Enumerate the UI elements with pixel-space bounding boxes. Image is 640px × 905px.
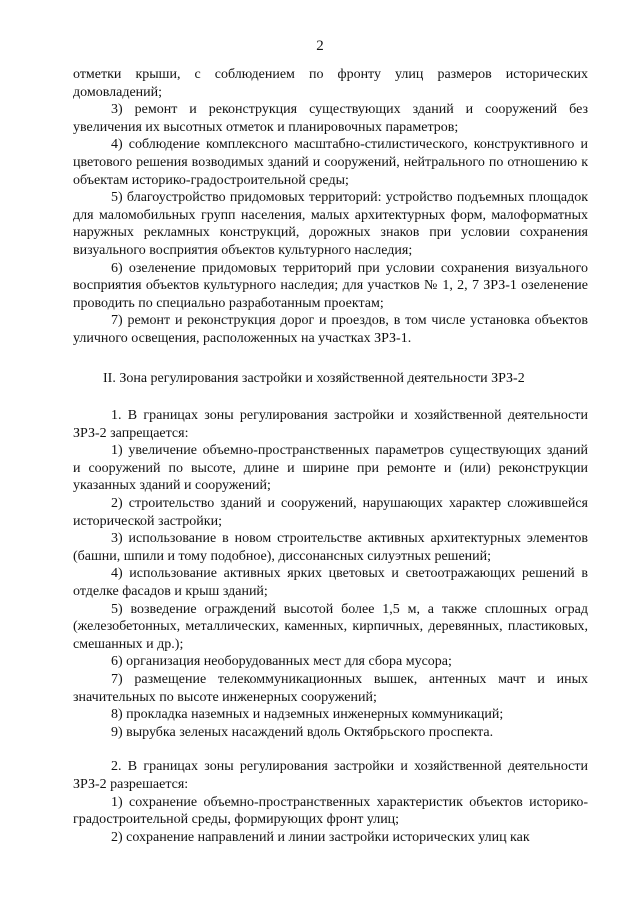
prohibited-item-2: 2) строительство зданий и сооружений, нарушающих характер сложившейся исторической застройки;	[73, 496, 588, 529]
paragraph-item-3: 3) ремонт и реконструкция существующих зданий и сооружений без увеличения их высотных отметок и планировочных параметров;	[73, 102, 588, 135]
allowed-intro: 2. В границах зоны регулирования застройки и хозяйственной деятельности ЗРЗ-2 разрешается:	[73, 759, 588, 792]
allowed-item-1: 1) сохранение объемно-пространственных характеристик объектов историко-градостроительной среды, формирующих фронт улиц;	[73, 794, 588, 828]
prohibited-item-3: 3) использование в новом строительстве активных архитектурных элементов (башни, шпили и тому подобное), диссонансных силуэтных решений;	[73, 531, 588, 564]
prohibited-item-7: 7) размещение телекоммуникационных вышек, антенных мачт и иных значительных по высоте инженерных сооружений;	[73, 672, 588, 705]
paragraph-item-6: 6) озеленение придомовых территорий при условии сохранения визуального восприятия объектов культурного наследия; для участков № 1, 2, 7 ЗРЗ-1 озеленение проводить по специально разработанным проектам;	[73, 260, 588, 311]
allowed-item-2: 2) сохранение направлений и линии застройки исторических улиц как	[111, 829, 530, 845]
paragraph-item-5: 5) благоустройство придомовых территорий: устройство подъемных площадок для маломобильных групп населения, малых архитектурных форм, малоформатных наружных рекламных конструкций, дорожных знаков при условии сохранения визуального восприятия объектов культурного наследия;	[73, 190, 588, 258]
prohibited-item-8: 8) прокладка наземных и надземных инженерных коммуникаций;	[111, 707, 504, 723]
paragraph-roof-marks: отметки крыши, с соблюдением по фронту улиц размеров исторических домовладений;	[73, 67, 588, 100]
prohibited-item-6: 6) организация необорудованных мест для сбора мусора;	[111, 654, 452, 670]
prohibited-item-1: 1) увеличение объемно-пространственных параметров существующих зданий и сооружений по высоте, длине и ширине при ремонте и (или) реконструкции указанных зданий и сооружений;	[73, 443, 588, 494]
prohibited-intro: 1. В границах зоны регулирования застройки и хозяйственной деятельности ЗРЗ-2 запрещается:	[73, 408, 588, 441]
prohibited-item-4: 4) использование активных ярких цветовых и светоотражающих решений в отделке фасадов и крыш зданий;	[73, 566, 588, 600]
section-heading-zrz2: II. Зона регулирования застройки и хозяйственной деятельности ЗРЗ-2	[103, 370, 525, 386]
page-number: 2	[316, 38, 324, 54]
paragraph-item-4: 4) соблюдение комплексного масштабно-стилистического, конструктивного и цветового решения возводимых зданий и сооружений, нейтрального по отношению к объектам историко-градостроительной среды;	[73, 137, 588, 188]
prohibited-item-5: 5) возведение ограждений высотой более 1,5 м, а также сплошных оград (железобетонных, металлических, каменных, кирпичных, деревянных, пластиковых, смешанных и др.);	[73, 601, 588, 652]
paragraph-gap	[73, 741, 588, 758]
prohibited-item-9: 9) вырубка зеленых насаждений вдоль Октябрьского проспекта.	[111, 724, 494, 740]
paragraph-item-7: 7) ремонт и реконструкция дорог и проездов, в том числе установка объектов уличного освещения, расположенных на участках ЗРЗ-1.	[73, 313, 588, 346]
document-body	[73, 66, 588, 846]
